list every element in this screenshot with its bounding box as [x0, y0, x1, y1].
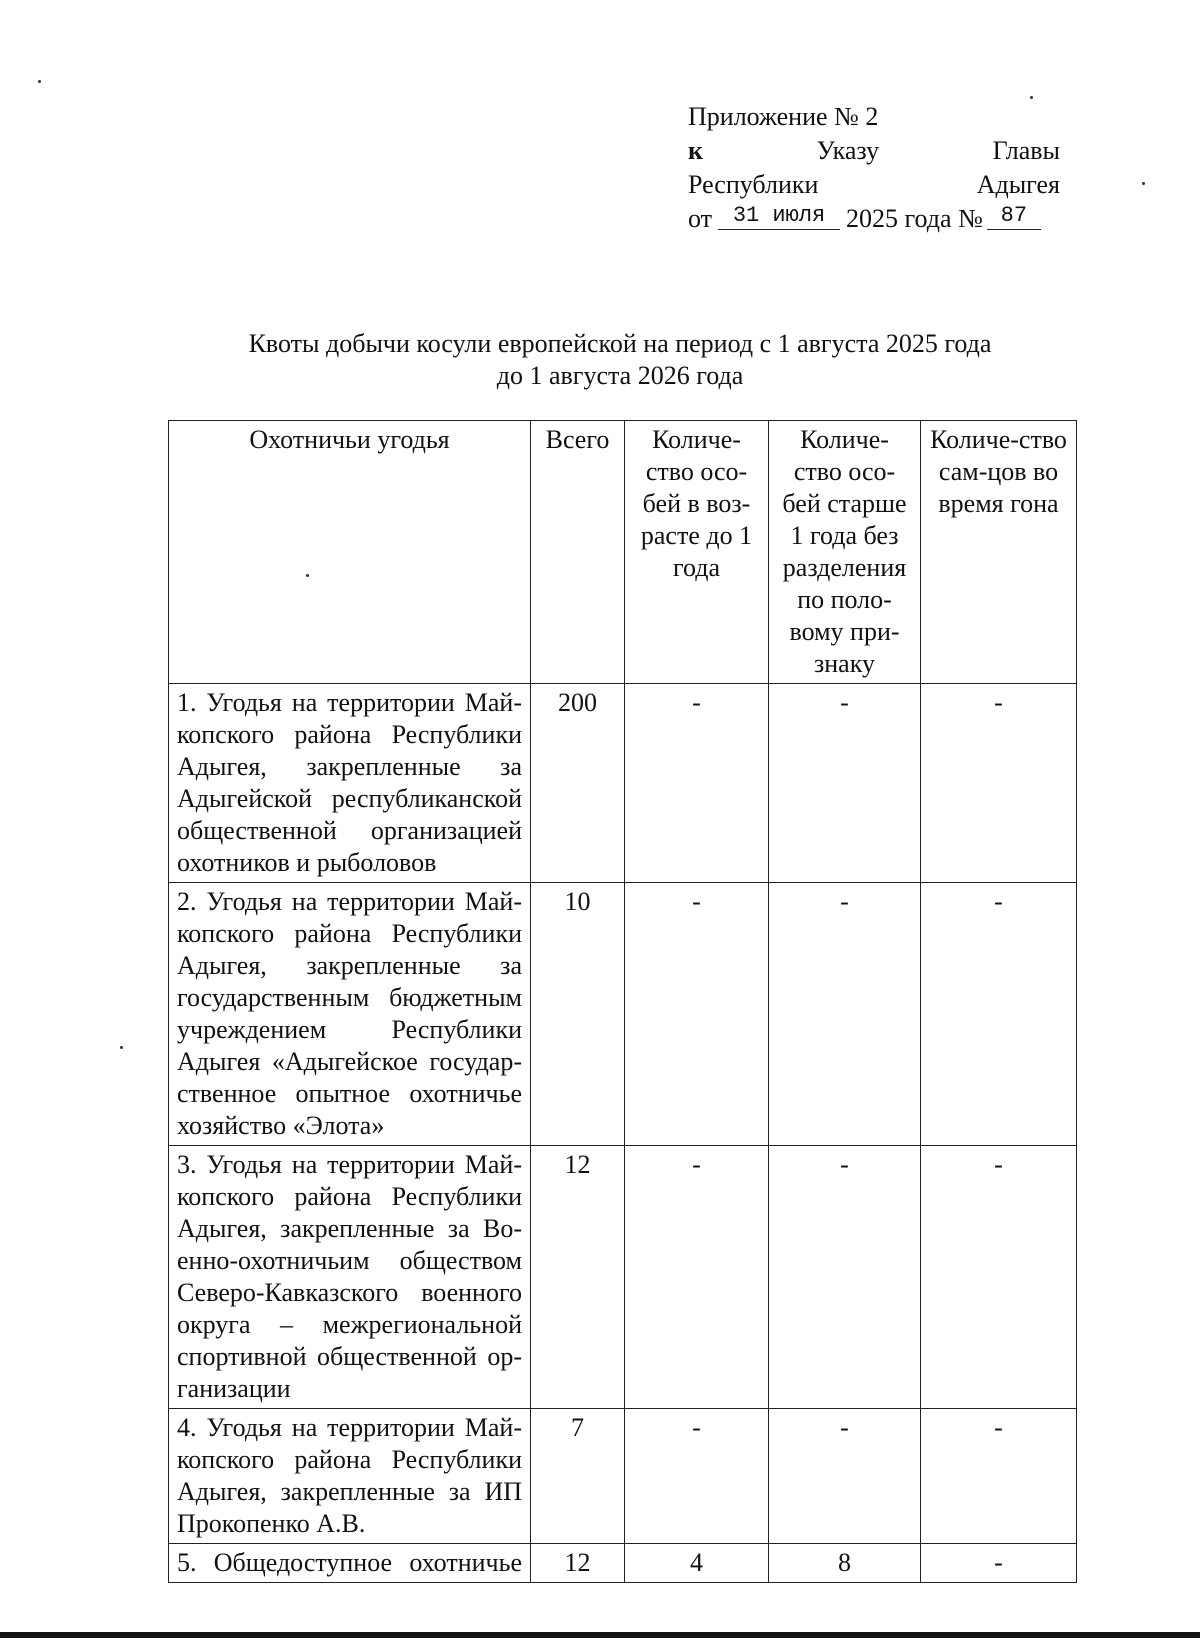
decree-number-field: 87: [987, 203, 1041, 230]
row-males: -: [921, 1409, 1077, 1544]
table-row: [169, 883, 1077, 1146]
title-line-2: до 1 августа 2026 года: [496, 361, 744, 390]
row-young: -: [625, 883, 769, 1146]
appendix-adygea: Адыгея: [976, 170, 1060, 199]
appendix-date-line: [688, 202, 1060, 236]
date-year: 2025 года №: [846, 204, 983, 233]
table-row: [169, 1409, 1077, 1544]
row-young: -: [625, 1409, 769, 1544]
row-adult: -: [769, 883, 921, 1146]
header-males: Количе-ство сам-цов во время гона: [921, 421, 1077, 684]
row-young: 4: [625, 1544, 769, 1583]
appendix-k: к: [688, 136, 703, 165]
row-total: 7: [531, 1409, 625, 1544]
scan-speck: [1030, 96, 1033, 99]
row-young: -: [625, 684, 769, 883]
document-title: [160, 328, 1080, 392]
scan-speck: [38, 80, 41, 83]
title-line-1: Квоты добычи косули европейской на период с 1 августа 2025 года: [248, 329, 992, 358]
row-name: 1. Угодья на территории Май-копского района Республики Адыгея, закрепленные за Адыгейской республиканской общественной организацией охотников и рыболовов: [169, 684, 531, 883]
header-young: Количе-ство осо-бей в воз-расте до 1 года: [625, 421, 769, 684]
row-adult: -: [769, 1146, 921, 1409]
appendix-decree: Указу: [816, 136, 880, 165]
row-total: 12: [531, 1544, 625, 1583]
appendix-head: Главы: [992, 136, 1060, 165]
appendix-republic: Республики: [688, 170, 819, 199]
row-males: -: [921, 1544, 1077, 1583]
appendix-line-3: [688, 168, 1060, 202]
row-name: 4. Угодья на территории Май-копского района Республики Адыгея, закрепленные за ИП Прокопенко А.В.: [169, 1409, 531, 1544]
row-name: 5. Общедоступное охотничье: [169, 1544, 531, 1583]
row-young: -: [625, 1146, 769, 1409]
row-males: -: [921, 1146, 1077, 1409]
row-males: -: [921, 684, 1077, 883]
row-adult: 8: [769, 1544, 921, 1583]
row-adult: -: [769, 684, 921, 883]
table-row: [169, 1146, 1077, 1409]
header-adult: Количе-ство осо-бей старше 1 года без разделения по поло-вому при-знаку: [769, 421, 921, 684]
row-total: 200: [531, 684, 625, 883]
scan-speck: [120, 1046, 123, 1049]
row-name: 2. Угодья на территории Май-копского района Республики Адыгея, закрепленные за государственным бюджетным учреждением Республики Адыгея «Адыгейское государ-ственное опытное охотничье хозяйство «Элота»: [169, 883, 531, 1146]
table-row: [169, 1544, 1077, 1583]
appendix-line-1: [688, 100, 1060, 134]
appendix-header: [688, 100, 1060, 236]
appendix-line-2: [688, 134, 1060, 168]
table-header-row: [169, 421, 1077, 684]
row-males: -: [921, 883, 1077, 1146]
header-total: Всего: [531, 421, 625, 684]
table-row: [169, 684, 1077, 883]
header-hunting-grounds: Охотничьи угодья: [169, 421, 531, 684]
row-total: 12: [531, 1146, 625, 1409]
date-field: 31 июля: [718, 203, 840, 230]
quota-table: [168, 420, 1077, 1583]
appendix-number: Приложение № 2: [688, 102, 879, 131]
row-adult: -: [769, 1409, 921, 1544]
row-name: 3. Угодья на территории Май-копского района Республики Адыгея, закрепленные за Во-енно-охотничьим обществом Северо-Кавказского военного округа – межрегиональной спортивной общественной ор-ганизации: [169, 1146, 531, 1409]
scan-speck: [1142, 182, 1145, 185]
scan-edge-line: [0, 1632, 1200, 1638]
row-total: 10: [531, 883, 625, 1146]
date-prefix: от: [688, 204, 713, 233]
